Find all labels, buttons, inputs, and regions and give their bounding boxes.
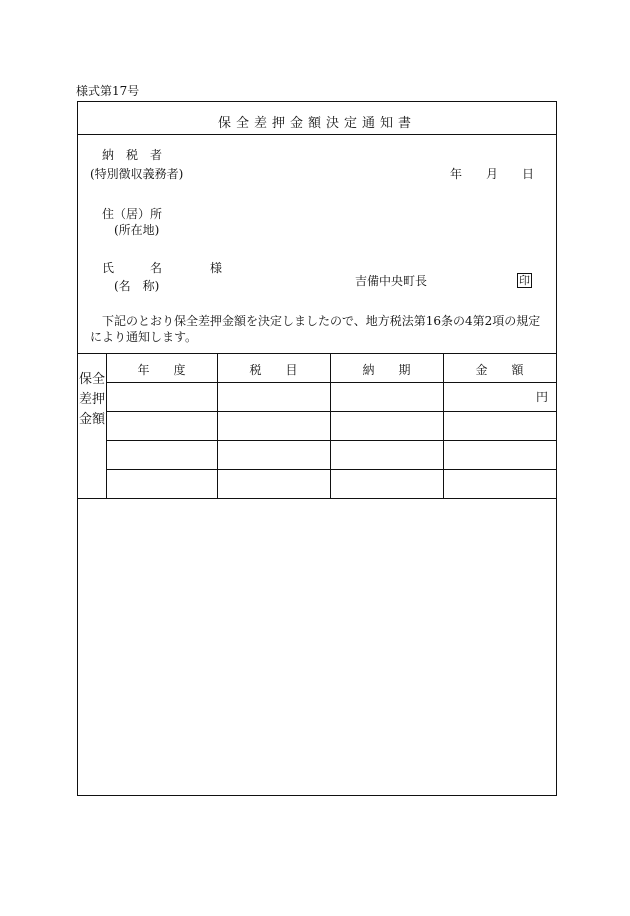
seal-mark: 印: [519, 274, 530, 287]
date-month-label: 月: [486, 167, 499, 181]
taxpayer-label: 納 税 者: [102, 148, 163, 162]
address-label: 住（居）所: [102, 207, 163, 221]
date-year-label: 年: [450, 167, 463, 181]
table-row-line: [106, 469, 556, 470]
header-payment-period: 納 期: [362, 363, 411, 377]
notice-form-frame: [77, 101, 557, 796]
table-row-line: [106, 382, 556, 383]
document-title: 保全差押金額決定通知書: [217, 116, 416, 131]
form-number: 様式第17号: [76, 84, 140, 98]
notice-text: 下記のとおり保全差押金額を決定しましたので、地方税法第16条の4第2項の規定により通知します。: [90, 314, 541, 344]
issuer-name: 吉備中央町長: [355, 274, 428, 288]
table-top-border: [78, 353, 556, 354]
taxpayer-sub-label: (特別徴収義務者): [90, 167, 184, 181]
address-sub-label: (所在地): [114, 223, 160, 237]
table-row-line: [106, 411, 556, 412]
table-bottom-border: [78, 498, 556, 499]
name-label: 氏 名 様: [102, 261, 223, 275]
date-day-label: 日: [522, 167, 535, 181]
name-sub-label: (名 称): [114, 279, 160, 293]
amount-unit: 円: [535, 390, 548, 404]
table-side-label: 保全差押金額: [78, 372, 105, 427]
title-divider: [78, 134, 556, 135]
header-amount: 金 額: [475, 363, 524, 377]
header-tax-item: 税 目: [249, 363, 298, 377]
header-fiscal-year: 年 度: [137, 363, 186, 377]
table-row-line: [106, 440, 556, 441]
